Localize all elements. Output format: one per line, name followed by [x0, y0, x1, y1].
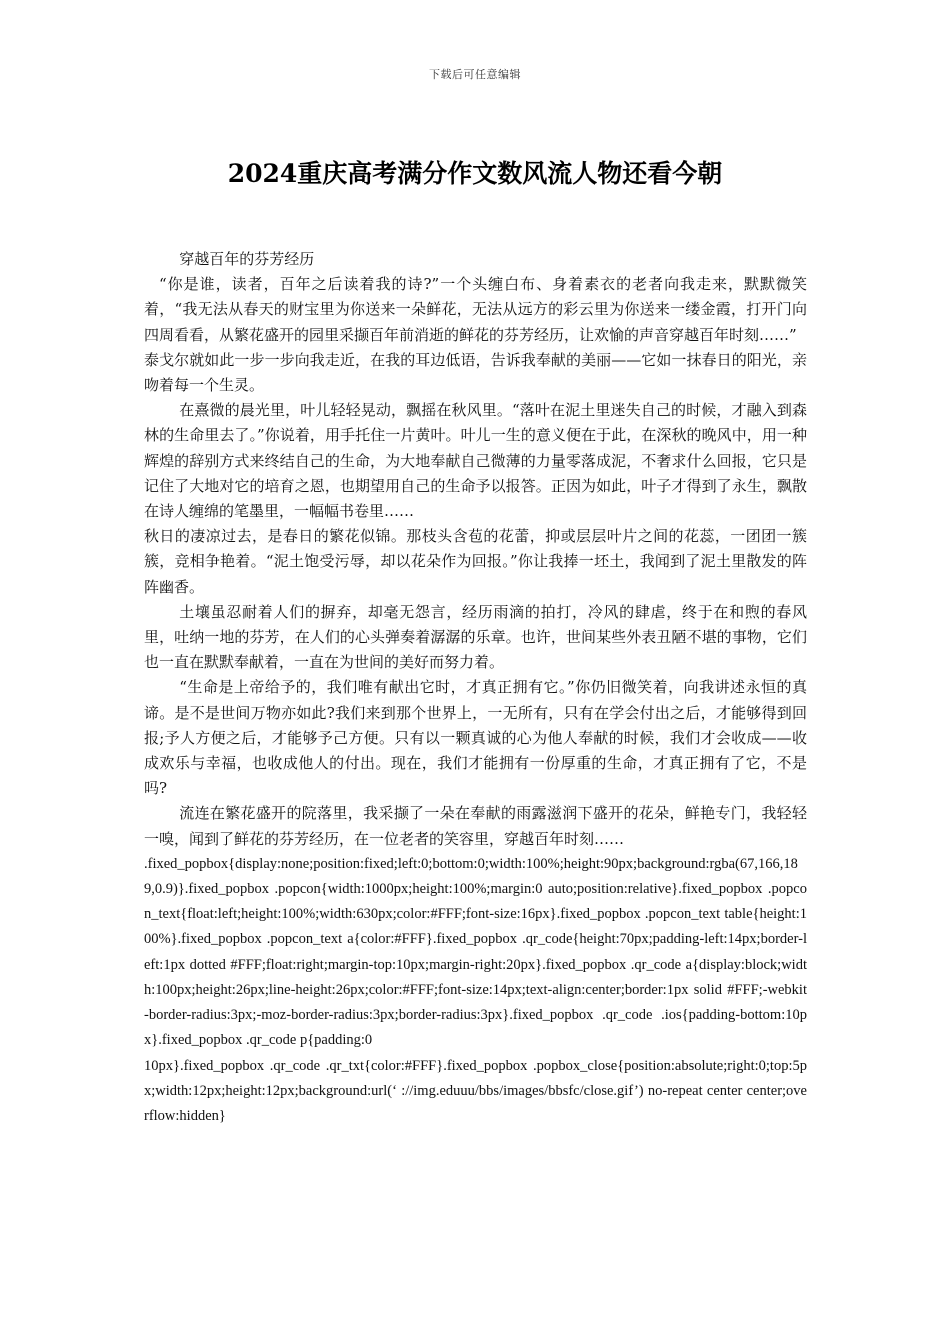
document-body	[144, 247, 807, 1129]
body-paragraph: “生命是上帝给予的，我们唯有献出它时，才真正拥有它。”你仍旧微笑着，向我讲述永恒的真谛。是不是世间万物亦如此?我们来到那个世界上，一无所有，只有在学会付出之后，才能够得到回报;予人方便之后，才能够予己方便。只有以一颗真诚的心为他人奉献的时候，我们才会收成——收成欢乐与幸福，也收成他人的付出。现在，我们才能拥有一份厚重的生命，才真正拥有了它，不是吗?	[144, 678, 807, 798]
body-paragraph: 秋日的凄凉过去，是春日的繁花似锦。那枝头含苞的花蕾，抑或层层叶片之间的花蕊，一团团一簇簇，竞相争艳着。“泥土饱受污辱，却以花朵作为回报。”你让我捧一坯土，我闻到了泥土里散发的阵阵幽香。	[144, 527, 807, 596]
embedded-css-text: .fixed_popbox{display:none;position:fixed;left:0;bottom:0;width:100%;height:90px;background:rgba(67,166,189,0.9)}.fixed_popbox .popcon{width:1000px;height:100%;margin:0 auto;position:relative}.fixed_popbox .popcon_text{float:left;height:100%;width:630px;color:#FFF;font-size:16px}.fixed_popbox .popcon_text table{height:100%}.fixed_popbox .popcon_text a{color:#FFF}.fixed_popbox .qr_code{height:70px;padding-left:14px;border-left:1px dotted #FFF;float:right;margin-top:10px;margin-right:20px}.fixed_popbox .qr_code a{display:block;width:100px;height:26px;line-height:26px;color:#FFF;font-size:14px;text-align:center;border:1px solid #FFF;-webkit-border-radius:3px;-moz-border-radius:3px;border-radius:3px}.fixed_popbox .qr_code .ios{padding-bottom:10px}.fixed_popbox .qr_code p{padding:0	[144, 855, 807, 1049]
body-paragraph: 土壤虽忍耐着人们的摒弃，却毫无怨言，经历雨滴的拍打，冷风的肆虐，终于在和煦的春风里，吐纳一地的芬芳，在人们的心头弹奏着潺潺的乐章。也许，世间某些外表丑陋不堪的事物，它们也一直在默默奉献着，一直在为世间的美好而努力着。	[144, 602, 807, 672]
body-paragraph: “你是谁，读者，百年之后读着我的诗?”一个头缠白布、身着素衣的老者向我走来，默默微笑着，“我无法从春天的财宝里为你送来一朵鲜花，无法从远方的彩云里为你送来一缕金霞，打开门向四周看看，从繁花盛开的园里采撷百年前消逝的鲜花的芬芳经历，让欢愉的声音穿越百年时刻……”	[144, 275, 807, 344]
page-header-note: 下载后可任意编辑	[429, 68, 521, 81]
body-paragraph: 穿越百年的芬芳经历	[179, 250, 315, 268]
body-paragraph: 在熹微的晨光里，叶儿轻轻晃动，飘摇在秋风里。“落叶在泥土里迷失自己的时候，才融入到森林的生命里去了。”你说着，用手托住一片黄叶。叶儿一生的意义便在于此，在深秋的晚风中，用一种辉煌的辞别方式来终结自己的生命，为大地奉献自己微薄的力量零落成泥，不奢求什么回报，它只是记住了大地对它的培育之恩，也期望用自己的生命予以报答。正因为如此，叶子才得到了永生，飘散在诗人缠绵的笔墨里，一幅幅书卷里……	[144, 401, 807, 521]
embedded-css-text: 10px}.fixed_popbox .qr_code .qr_txt{color:#FFF}.fixed_popbox .popbox_close{position:absolute;right:0;top:5px;width:12px;height:12px;background:url(‘ ://img.eduuu/bbs/images/bbsfc/close.gif’) no-repeat center center;overflow:hidden}	[144, 1057, 807, 1124]
body-paragraph: 流连在繁花盛开的院落里，我采撷了一朵在奉献的雨露滋润下盛开的花朵，鲜艳专门，我轻轻一嗅，闻到了鲜花的芬芳经历，在一位老者的笑容里，穿越百年时刻……	[144, 804, 807, 848]
body-paragraph: 泰戈尔就如此一步一步向我走近，在我的耳边低语，告诉我奉献的美丽——它如一抹春日的阳光，亲吻着每一个生灵。	[144, 350, 807, 395]
document-title: 2024重庆高考满分作文数风流人物还看今朝	[227, 159, 723, 188]
